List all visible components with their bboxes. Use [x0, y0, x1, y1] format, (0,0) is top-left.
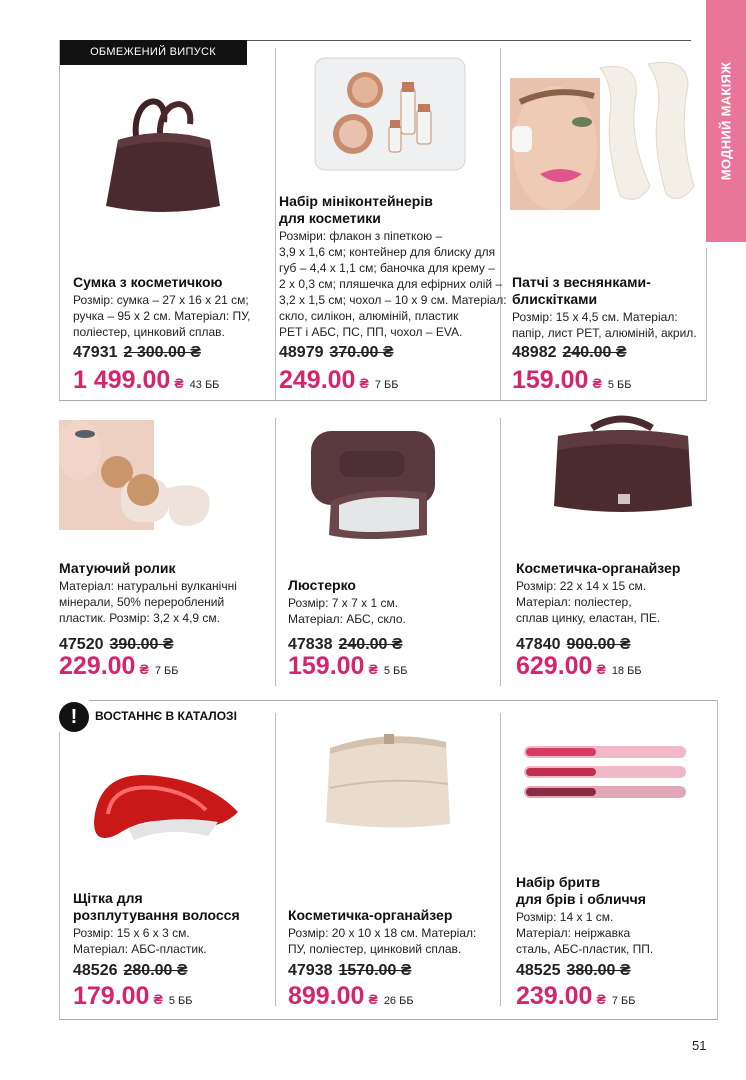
- bonus-points: 7 ББ: [611, 995, 636, 1007]
- sale-price: 229.00: [59, 652, 136, 680]
- currency-sign: ₴: [139, 661, 149, 677]
- old-price: 1570.00 ₴: [338, 962, 412, 979]
- product-name: Патчі з веснянками- блискітками: [512, 274, 651, 307]
- old-price: 900.00 ₴: [566, 636, 631, 653]
- product-description: Розмір: 7 х 7 х 1 см. Матеріал: АБС, скло.: [288, 596, 406, 626]
- currency-sign: ₴: [359, 375, 369, 391]
- column-divider: [500, 713, 501, 1006]
- section-tab: [706, 0, 746, 242]
- product-code: 47838: [288, 636, 333, 653]
- row-divider: [89, 700, 718, 701]
- column-divider: [706, 248, 707, 400]
- old-price: 2 300.00 ₴: [123, 344, 201, 361]
- product-name: Косметичка-органайзер: [516, 560, 681, 576]
- bonus-points: 5 ББ: [168, 995, 193, 1007]
- sale-price: 159.00: [288, 652, 365, 680]
- product-code: 47520: [59, 636, 104, 653]
- sale-price: 179.00: [73, 982, 150, 1010]
- column-divider: [275, 48, 276, 400]
- old-price: 370.00 ₴: [329, 344, 394, 361]
- sale-price: 249.00: [279, 366, 356, 394]
- product-description: Розмір: 15 х 6 х 3 см. Матеріал: АБС-пластик.: [73, 926, 207, 956]
- sale-price: 1 499.00: [73, 366, 171, 394]
- product-description: Матеріал: натуральні вулканічні мінерали, 50% перероблений пластик. Розмір: 3,2 х 4,9 см.: [59, 579, 237, 625]
- old-price: 240.00 ₴: [338, 636, 403, 653]
- product-name: Набір мініконтейнерів для косметики: [279, 193, 433, 226]
- currency-sign: ₴: [368, 991, 378, 1007]
- page-number: 51: [692, 1038, 707, 1053]
- beige-organizer-image: [318, 728, 458, 838]
- product-name: Щітка для розплутування волосся: [73, 890, 240, 923]
- product-code: 47840: [516, 636, 561, 653]
- column-divider: [59, 40, 60, 400]
- product-code: 48979: [279, 344, 324, 361]
- sale-price: 899.00: [288, 982, 365, 1010]
- column-divider: [275, 713, 276, 1006]
- row-divider: [59, 400, 707, 401]
- column-divider: [59, 732, 60, 1020]
- mini-containers-image: [305, 48, 473, 178]
- sale-price: 159.00: [512, 366, 589, 394]
- handbag-image: [98, 88, 228, 218]
- product-code: 48526: [73, 962, 118, 979]
- last-in-catalog-label: ВОСТАННЄ В КАТАЛОЗІ: [95, 709, 237, 723]
- column-divider: [500, 48, 501, 400]
- product-name: Косметичка-органайзер: [288, 907, 453, 923]
- bonus-points: 18 ББ: [611, 665, 642, 677]
- bonus-points: 5 ББ: [383, 665, 408, 677]
- old-price: 380.00 ₴: [566, 962, 631, 979]
- column-divider: [275, 418, 276, 686]
- bonus-points: 26 ББ: [383, 995, 414, 1007]
- product-description: Розміри: флакон з піпеткою – 3,9 х 1,6 см; контейнер для блиску для губ – 4,4 х 1,1 см; баночка для крему – 2 х 0,3 см; пляшечка для ефірних олій – 3,2 х 1,5 см; чохол – 10 х 9 см. Матеріал: скло, силікон, алюміній, пластик PET і АБС, ПС, ПП, чохол – EVA.: [279, 229, 507, 339]
- freckle-patches-image: [510, 56, 700, 226]
- column-divider: [717, 700, 718, 1020]
- product-name: Набір бритв для брів і обличчя: [516, 874, 646, 907]
- section-tab-label: МОДНИЙ МАКІЯЖ: [718, 61, 734, 181]
- old-price: 240.00 ₴: [562, 344, 627, 361]
- bonus-points: 7 ББ: [154, 665, 179, 677]
- bonus-points: 7 ББ: [374, 379, 399, 391]
- old-price: 280.00 ₴: [123, 962, 188, 979]
- product-code: 47931: [73, 344, 118, 361]
- product-description: Розмір: 15 х 4,5 см. Матеріал: папір, лист PET, алюміній, акрил.: [512, 310, 697, 340]
- product-code: 47938: [288, 962, 333, 979]
- product-description: Розмір: 22 х 14 х 15 см. Матеріал: поліестер, сплав цинку, еластан, ПЕ.: [516, 579, 661, 625]
- sale-price: 629.00: [516, 652, 593, 680]
- product-name: Матуючий ролик: [59, 560, 176, 576]
- product-description: Розмір: 20 х 10 х 18 см. Матеріал: ПУ, поліестер, цинковий сплав.: [288, 926, 477, 956]
- currency-sign: ₴: [368, 661, 378, 677]
- product-name: Люстерко: [288, 577, 356, 593]
- product-code: 48525: [516, 962, 561, 979]
- mirror-image: [305, 425, 445, 543]
- currency-sign: ₴: [153, 991, 163, 1007]
- product-description: Розмір: сумка – 27 х 16 х 21 см; ручка – 95 х 2 см. Матеріал: ПУ, поліестер, цинковий сплав.: [73, 293, 251, 339]
- bonus-points: 5 ББ: [607, 379, 632, 391]
- limited-edition-badge: ОБМЕЖЕНИЙ ВИПУСК: [59, 40, 247, 65]
- currency-sign: ₴: [596, 661, 606, 677]
- currency-sign: ₴: [596, 991, 606, 1007]
- razor-set-image: [520, 740, 690, 810]
- row-divider: [59, 1019, 718, 1020]
- column-divider: [500, 418, 501, 686]
- sale-price: 239.00: [516, 982, 593, 1010]
- product-description: Розмір: 14 х 1 см. Матеріал: неіржавка сталь, АБС-пластик, ПП.: [516, 910, 654, 956]
- old-price: 390.00 ₴: [109, 636, 174, 653]
- product-code: 48982: [512, 344, 557, 361]
- currency-sign: ₴: [174, 375, 184, 391]
- product-name: Сумка з косметичкою: [73, 274, 223, 290]
- exclamation-icon: !: [59, 702, 89, 732]
- bonus-points: 43 ББ: [189, 379, 220, 391]
- detangling-brush-image: [88, 762, 248, 852]
- organizer-case-image: [548, 410, 698, 520]
- mattifying-roller-image: [59, 420, 219, 530]
- currency-sign: ₴: [592, 375, 602, 391]
